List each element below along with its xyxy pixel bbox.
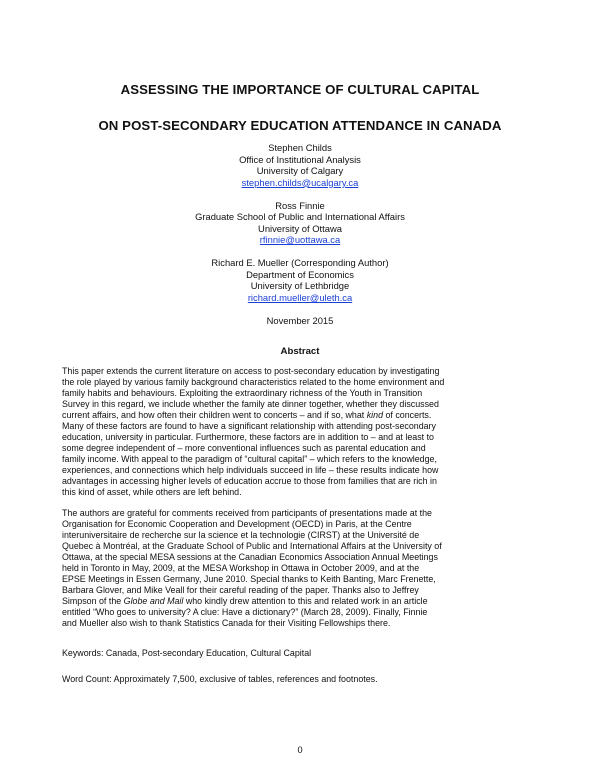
author-affiliation: Department of Economics	[246, 268, 354, 280]
text-line: Many of these factors are found to have a significant relationship with attending post-secondary	[62, 421, 436, 431]
text-segment: who kindly drew attention to this and related work in an article	[183, 596, 428, 606]
author-list	[100, 142, 500, 315]
italic-word: kind	[366, 410, 383, 420]
text-line: Survey in this regard, we include whether the family ate dinner together, whether they discussed	[62, 399, 439, 409]
author-institution: University of Ottawa	[258, 222, 342, 234]
text-segment: Simpson of the	[62, 596, 122, 606]
text-line: the role played by various family background characteristics related to the home environment and	[62, 377, 445, 387]
publication-date: November 2015	[266, 315, 334, 326]
text-line: family income. With appeal to the paradigm of “cultural capital” – which refers to the knowledge,	[62, 454, 437, 464]
author-name: Stephen Childs	[268, 142, 332, 153]
text-line: Organisation for Economic Cooperation and Development (OECD) in Paris, at the Centre	[62, 519, 412, 529]
text-line: Quebec à Montréal, at the Graduate School of Public and International Affairs at the University of	[62, 541, 442, 551]
text-line: interuniversitaire de recherche sur la science et la technologie (CIRST) at the Université de	[62, 530, 420, 540]
author-institution: University of Lethbridge	[250, 280, 350, 292]
author-affiliation: Graduate School of Public and International Affairs	[195, 211, 405, 223]
italic-title: Globe and Mail	[123, 596, 184, 606]
text-segment: current affairs, and how often their children went to concerts – and if so, what	[62, 410, 365, 420]
title-line-1: ASSESSING THE IMPORTANCE OF CULTURAL CAPITAL	[120, 82, 480, 97]
author-email-link[interactable]: richard.mueller@uleth.ca	[247, 291, 353, 303]
text-line: experiences, and connections which help individuals succeed in life – these results indicate how	[62, 465, 439, 475]
text-line: family habits and behaviours. Exploiting the extraordinary richness of the Youth in Transition	[62, 388, 423, 398]
text-line: entitled “Who goes to university? A clue: Have a dictionary?” (March 28, 2009). Finally, Finnie	[62, 607, 428, 617]
text-segment: of concerts.	[383, 410, 432, 420]
text-line: some degree independent of – more conventional influences such as parental education and	[62, 443, 426, 453]
abstract-heading: Abstract	[280, 346, 320, 357]
text-line: EPSE Meetings in Essen Germany, June 2010. Special thanks to Keith Banting, Marc Frenette,	[62, 574, 436, 584]
word-count: Word Count: Approximately 7,500, exclusive of tables, references and footnotes.	[62, 674, 378, 684]
author-block	[100, 142, 500, 188]
author-affiliation: Office of Institutional Analysis	[239, 153, 361, 165]
text-line: This paper extends the current literature on access to post-secondary education by investigating	[62, 366, 440, 376]
author-name: Richard E. Mueller (Corresponding Author)	[211, 257, 389, 269]
title-line-2: ON POST-SECONDARY EDUCATION ATTENDANCE IN CANADA	[98, 118, 502, 133]
text-line: held in Toronto in May, 2009, at the MESA Workshop in Ottawa in October 2009, and at the	[62, 563, 420, 573]
acknowledgements-paragraph	[62, 508, 538, 629]
author-name: Ross Finnie	[275, 199, 325, 211]
page-number: 0	[297, 745, 303, 755]
text-line: and Mueller also wish to thank Statistics Canada for their Visiting Fellowships there.	[62, 618, 391, 628]
author-email-link[interactable]: rfinnie@uottawa.ca	[259, 234, 341, 246]
text-line	[62, 410, 538, 421]
text-line: this kind of asset, while others are left behind.	[62, 487, 242, 497]
author-email-link[interactable]: stephen.childs@ucalgary.ca	[241, 176, 359, 188]
text-line	[62, 596, 538, 607]
author-block	[100, 257, 500, 303]
text-line: education, university in particular. Furthermore, these factors are in addition to – and at least to	[62, 432, 434, 442]
text-line: advantages in accessing higher levels of education accrue to those from families that are rich in	[62, 476, 437, 486]
text-line: The authors are grateful for comments received from participants of presentations made at the	[62, 508, 432, 518]
text-line: Ottawa, at the special MESA sessions at the Canadian Economics Association Annual Meetings	[62, 552, 438, 562]
author-block	[100, 200, 500, 246]
author-institution: University of Calgary	[256, 165, 344, 177]
keywords: Keywords: Canada, Post-secondary Education, Cultural Capital	[62, 648, 312, 658]
text-line: Barbara Glover, and Mike Veall for their careful reading of the paper. Thanks also to Jeffrey	[62, 585, 419, 595]
abstract-paragraph	[62, 366, 538, 498]
